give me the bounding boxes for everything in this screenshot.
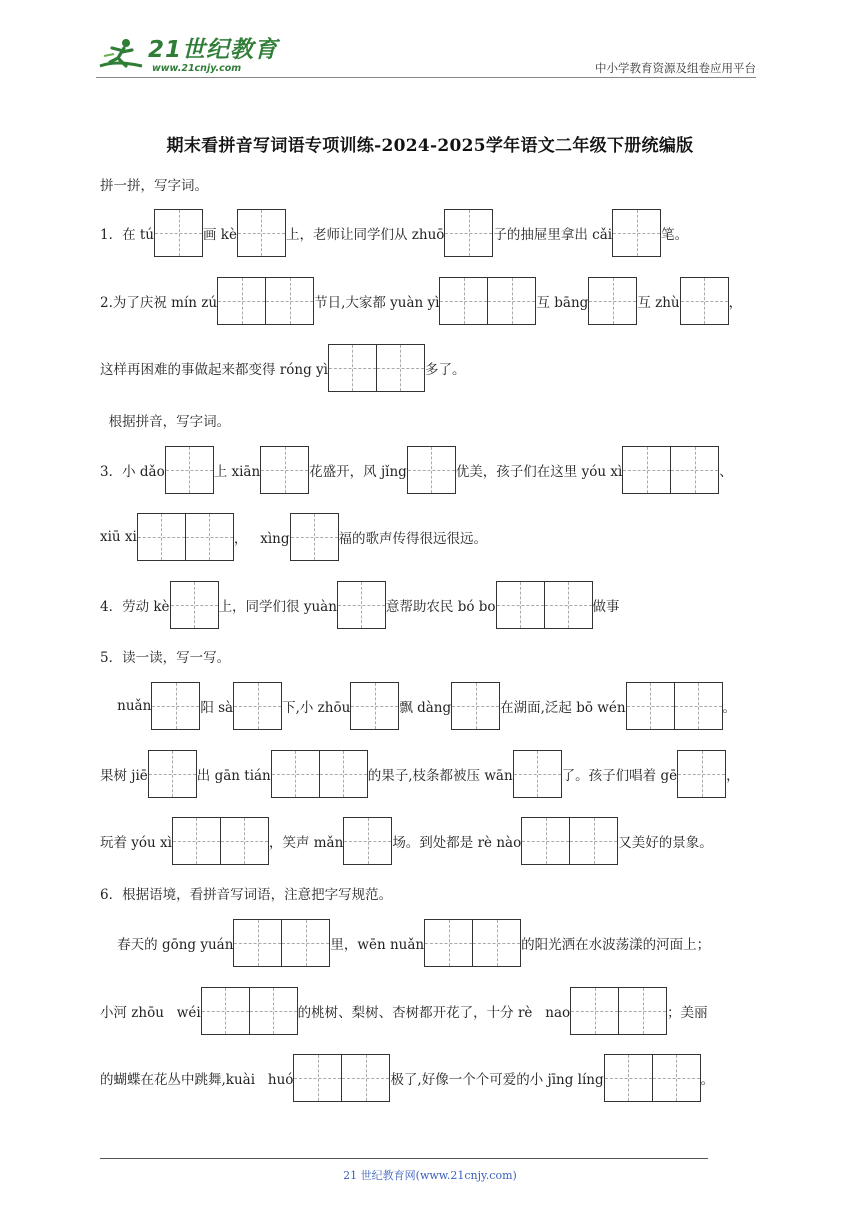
line-text: 出 gān tián <box>196 768 271 784</box>
writing-cell[interactable] <box>234 683 281 729</box>
line-text: nuǎn <box>100 698 152 714</box>
q5-line-2 <box>100 749 740 799</box>
site-logo <box>96 36 278 76</box>
line-text: 小河 zhōu wéi <box>100 1005 201 1021</box>
writing-cell[interactable] <box>670 447 718 493</box>
writing-cell[interactable] <box>351 683 398 729</box>
line-text: 这样再困难的事做起来都变得 róng yì <box>100 362 328 378</box>
tianzige-answer-box[interactable] <box>451 682 500 730</box>
line-text: 果树 jiē <box>100 768 148 784</box>
instruction-2 <box>100 409 230 431</box>
q6-line-2 <box>100 986 708 1036</box>
tianzige-answer-box[interactable] <box>290 513 339 561</box>
line-text: 画 kè <box>203 227 237 243</box>
tianzige-answer-box[interactable] <box>424 919 521 967</box>
line-text: 根据拼音，写字词。 <box>100 414 231 430</box>
tianzige-answer-box[interactable] <box>260 446 309 494</box>
writing-cell[interactable] <box>425 920 472 966</box>
q3-line-1 <box>100 445 733 495</box>
line-text: 意帮助农民 bó bo <box>385 599 496 615</box>
tianzige-answer-box[interactable] <box>165 446 214 494</box>
logo-url: www.21cnjy.com <box>152 62 242 74</box>
writing-cell[interactable] <box>344 818 391 864</box>
writing-cell[interactable] <box>152 683 199 729</box>
writing-cell[interactable] <box>522 818 569 864</box>
tianzige-answer-box[interactable] <box>233 919 330 967</box>
header-divider <box>96 77 756 78</box>
writing-cell[interactable] <box>408 447 455 493</box>
line-text: 6．根据语境，看拼音写词语，注意把字写规范。 <box>100 887 393 903</box>
line-text: 上，同学们很 yuàn <box>218 599 337 615</box>
tianzige-answer-box[interactable] <box>233 682 282 730</box>
tianzige-answer-box[interactable] <box>496 581 593 629</box>
line-text: 节日,大家都 yuàn yì <box>314 295 440 311</box>
tianzige-answer-box[interactable] <box>626 682 723 730</box>
tianzige-answer-box[interactable] <box>444 209 493 257</box>
q1-line <box>100 208 688 258</box>
line-text: ， xìng <box>233 531 290 547</box>
writing-cell[interactable] <box>281 920 329 966</box>
writing-cell[interactable] <box>487 278 535 324</box>
writing-cell[interactable] <box>261 447 308 493</box>
writing-cell[interactable] <box>173 818 220 864</box>
tianzige-answer-box[interactable] <box>328 344 425 392</box>
line-text: 1．在 tú <box>100 227 154 243</box>
line-text: 阳 sà <box>200 700 234 716</box>
q5-instruction <box>100 645 230 667</box>
tianzige-answer-box[interactable] <box>172 817 269 865</box>
tianzige-answer-box[interactable] <box>680 277 729 325</box>
q6-line-3 <box>100 1053 714 1103</box>
line-text: 在湖面,泛起 bō wén <box>500 700 626 716</box>
writing-cell[interactable] <box>623 447 670 493</box>
page-title: 期末看拼音写词语专项训练-2024-2025学年语文二年级下册统编版 <box>166 136 694 156</box>
line-text: 优美，孩子们在这里 yóu xì <box>455 464 623 480</box>
writing-cell[interactable] <box>613 210 660 256</box>
q2-line-2 <box>100 343 465 393</box>
writing-cell[interactable] <box>618 988 666 1034</box>
writing-cell[interactable] <box>678 751 725 797</box>
line-text: 3．小 dǎo <box>100 464 165 480</box>
writing-cell[interactable] <box>329 345 376 391</box>
line-text: 的桃树、梨树、杏树都开花了，十分 rè nao <box>297 1005 571 1021</box>
writing-cell[interactable] <box>238 210 285 256</box>
q6-instruction <box>100 882 392 904</box>
line-text: 了。孩子们唱着 gē <box>561 768 678 784</box>
writing-cell[interactable] <box>472 920 520 966</box>
line-text: 做事 <box>592 599 620 615</box>
line-text: 春天的 gōng yuán <box>100 937 234 953</box>
writing-cell[interactable] <box>681 278 728 324</box>
line-text: 子的抽屉里拿出 cǎi <box>493 227 613 243</box>
tianzige-answer-box[interactable] <box>151 682 200 730</box>
writing-cell[interactable] <box>452 683 499 729</box>
tianzige-answer-box[interactable] <box>677 750 726 798</box>
writing-cell[interactable] <box>234 920 281 966</box>
line-text: 下,小 zhōu <box>282 700 351 716</box>
writing-cell[interactable] <box>571 988 618 1034</box>
line-text: 。 <box>722 700 737 716</box>
writing-cell[interactable] <box>149 751 196 797</box>
line-text: 5．读一读，写一写。 <box>100 650 231 666</box>
tianzige-answer-box[interactable] <box>170 581 219 629</box>
tianzige-answer-box[interactable] <box>337 581 386 629</box>
line-text: 上 xiān <box>213 464 261 480</box>
tianzige-answer-box[interactable] <box>604 1054 701 1102</box>
line-text: 拼一拼，写字词。 <box>100 178 208 194</box>
writing-cell[interactable] <box>166 447 213 493</box>
writing-cell[interactable] <box>497 582 544 628</box>
writing-cell[interactable] <box>294 1055 341 1101</box>
line-text: ， <box>728 295 743 311</box>
tianzige-answer-box[interactable] <box>148 750 197 798</box>
tianzige-answer-box[interactable] <box>154 209 203 257</box>
q4-line <box>100 580 620 630</box>
instruction-1 <box>100 173 208 195</box>
tianzige-answer-box[interactable] <box>137 513 234 561</box>
writing-cell[interactable] <box>171 582 218 628</box>
writing-cell[interactable] <box>445 210 492 256</box>
line-text: 玩着 yóu xì <box>100 835 172 851</box>
line-text: ；美丽 <box>667 1005 708 1021</box>
line-text: 、 <box>719 464 733 480</box>
q6-line-1 <box>100 918 710 968</box>
tianzige-answer-box[interactable] <box>350 682 399 730</box>
tianzige-answer-box[interactable] <box>343 817 392 865</box>
logo-wordmark: 21世纪教育 <box>148 36 279 63</box>
line-text: ， <box>726 768 740 784</box>
line-text: xiū xi <box>100 529 137 545</box>
line-text: 互 zhù <box>637 295 680 311</box>
tianzige-answer-box[interactable] <box>588 277 637 325</box>
line-text: 笔。 <box>661 227 689 243</box>
writing-cell[interactable] <box>589 278 636 324</box>
line-text: 里，wēn nuǎn <box>330 937 425 953</box>
tianzige-answer-box[interactable] <box>293 1054 390 1102</box>
line-text: 多了。 <box>424 362 466 378</box>
line-text: 又美好的景象。 <box>618 835 713 851</box>
tianzige-answer-box[interactable] <box>237 209 286 257</box>
writing-cell[interactable] <box>202 988 249 1034</box>
footer-source: 21 世纪教育网(www.21cnjy.com) <box>343 1169 517 1182</box>
line-text: 上，老师让同学们从 zhuō <box>285 227 445 243</box>
line-text: 场。到处都是 rè nào <box>392 835 522 851</box>
writing-cell[interactable] <box>674 683 722 729</box>
tianzige-answer-box[interactable] <box>271 750 368 798</box>
writing-cell[interactable] <box>341 1055 389 1101</box>
writing-cell[interactable] <box>376 345 424 391</box>
q2-line-1 <box>100 276 742 326</box>
writing-cell[interactable] <box>155 210 202 256</box>
writing-cell[interactable] <box>218 278 265 324</box>
tianzige-answer-box[interactable] <box>439 277 536 325</box>
tianzige-answer-box[interactable] <box>513 750 562 798</box>
running-person-logo-icon <box>96 36 146 76</box>
line-text: 极了,好像一个个可爱的小 jīng líng <box>390 1072 604 1088</box>
writing-cell[interactable] <box>544 582 592 628</box>
line-text: 2.为了庆祝 mín zú <box>100 295 218 311</box>
writing-cell[interactable] <box>440 278 487 324</box>
line-text: 。 <box>700 1072 715 1088</box>
tianzige-answer-box[interactable] <box>201 987 298 1035</box>
writing-cell[interactable] <box>319 751 367 797</box>
tianzige-answer-box[interactable] <box>407 446 456 494</box>
q5-line-1 <box>100 681 736 731</box>
line-text: 飘 dàng <box>399 700 452 716</box>
line-text: 的果子,枝条都被压 wān <box>367 768 513 784</box>
tianzige-answer-box[interactable] <box>521 817 618 865</box>
writing-cell[interactable] <box>265 278 313 324</box>
line-text: 的蝴蝶在花丛中跳舞,kuài huó <box>100 1072 294 1088</box>
tianzige-answer-box[interactable] <box>570 987 667 1035</box>
writing-cell[interactable] <box>249 988 297 1034</box>
line-text: 的阳光洒在水波荡漾的河面上； <box>521 937 711 953</box>
writing-cell[interactable] <box>338 582 385 628</box>
writing-cell[interactable] <box>291 514 338 560</box>
q5-line-3 <box>100 816 713 866</box>
line-text: 花盛开，风 jǐng <box>309 464 407 480</box>
writing-cell[interactable] <box>605 1055 652 1101</box>
q3-line-2 <box>100 512 487 562</box>
writing-cell[interactable] <box>569 818 617 864</box>
writing-cell[interactable] <box>185 514 233 560</box>
footer-divider <box>100 1158 708 1159</box>
line-text: 4．劳动 kè <box>100 599 170 615</box>
line-text: ，笑声 mǎn <box>268 835 344 851</box>
line-text: 互 bāng <box>536 295 589 311</box>
writing-cell[interactable] <box>220 818 268 864</box>
line-text: 福的歌声传得很远很远。 <box>338 531 488 547</box>
tianzige-answer-box[interactable] <box>612 209 661 257</box>
writing-cell[interactable] <box>627 683 674 729</box>
writing-cell[interactable] <box>514 751 561 797</box>
writing-cell[interactable] <box>138 514 185 560</box>
platform-tagline: 中小学教育资源及组卷应用平台 <box>595 61 756 75</box>
tianzige-answer-box[interactable] <box>622 446 719 494</box>
tianzige-answer-box[interactable] <box>217 277 314 325</box>
page-header <box>96 30 756 80</box>
writing-cell[interactable] <box>652 1055 700 1101</box>
writing-cell[interactable] <box>272 751 319 797</box>
